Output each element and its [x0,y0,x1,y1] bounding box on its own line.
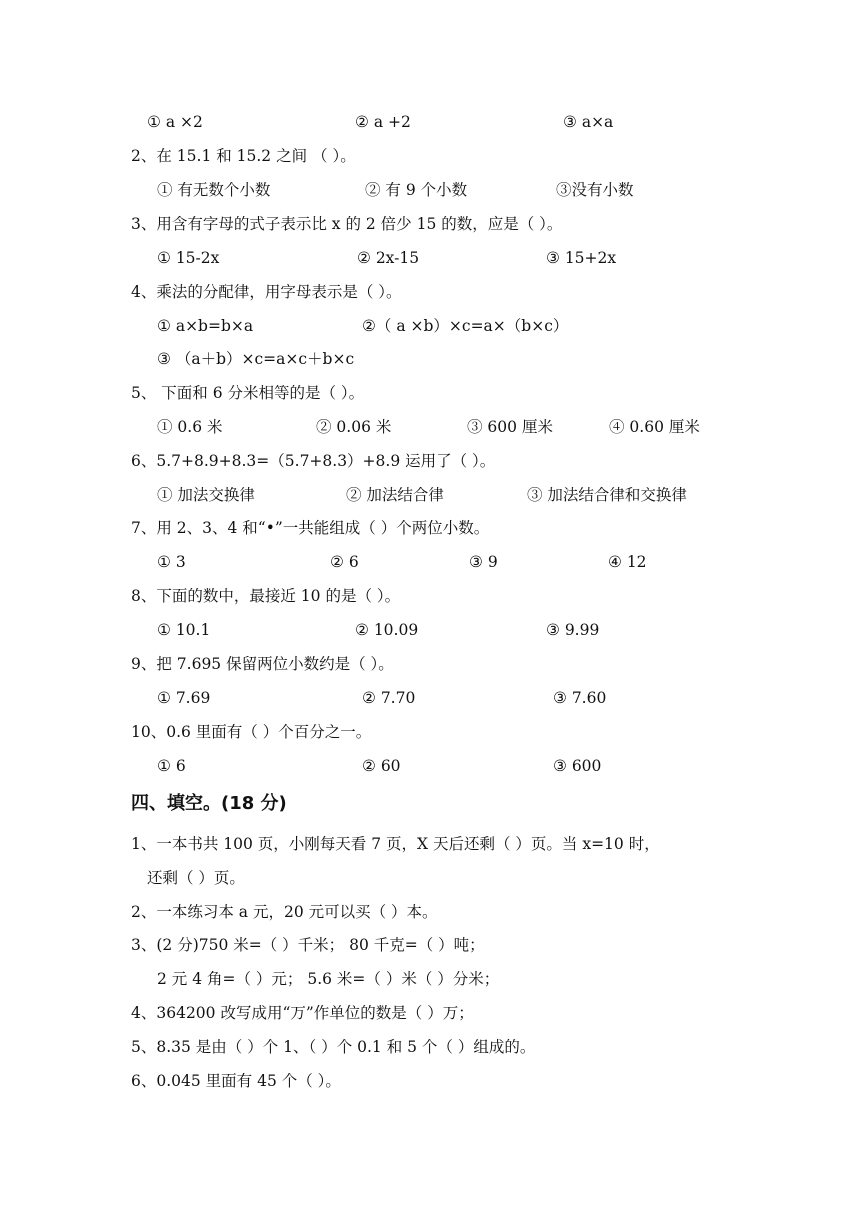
section-4-heading: 四、填空。(18 分) [131,793,287,814]
q4-option-1: ① a×b=b×a [157,317,254,335]
q7-option-4: ④ 12 [608,553,647,571]
question-6: 6、5.7+8.9+8.3=（5.7+8.3）+8.9 运用了（ ）。 [131,452,496,470]
q7-option-1: ① 3 [157,553,186,571]
q8-option-3: ③ 9.99 [546,621,600,639]
question-2: 2、在 15.1 和 15.2 之间 （ ）。 [131,147,356,165]
q6-option-3: ③ 加法结合律和交换律 [527,486,687,504]
q5-option-3: ③ 600 厘米 [467,418,553,436]
q4-option-2: ②（ a ×b）×c=a×（b×c） [362,317,569,335]
fill-5: 5、8.35 是由（ ）个 1、（ ）个 0.1 和 5 个（ ）组成的。 [131,1038,536,1056]
q3-option-3: ③ 15+2x [546,249,617,267]
fill-4: 4、364200 改写成用“万”作单位的数是（ ）万； [131,1004,474,1022]
fill-3-line-1: 3、(2 分)750 米=（ ）千米； 80 千克=（ ）吨； [131,936,485,954]
q9-option-3: ③ 7.60 [553,689,607,707]
q4-option-3: ③ （a＋b）×c=a×c＋b×c [157,350,355,368]
question-5: 5、 下面和 6 分米相等的是（ ）。 [131,384,365,402]
q2-option-3: ③没有小数 [556,181,634,199]
q1-option-1: ① a ×2 [147,113,203,131]
q8-option-1: ① 10.1 [157,621,211,639]
q5-option-4: ④ 0.60 厘米 [609,418,700,436]
fill-3-line-2: 2 元 4 角=（ ）元； 5.6 米=（ ）米（ ）分米； [157,970,500,988]
question-3: 3、用含有字母的式子表示比 x 的 2 倍少 15 的数，应是（ ）。 [131,215,563,233]
q7-option-2: ② 6 [330,553,359,571]
q3-option-2: ② 2x-15 [357,249,420,267]
question-4: 4、乘法的分配律，用字母表示是（ ）。 [131,283,402,301]
q10-option-1: ① 6 [157,757,186,775]
q1-option-2: ② a +2 [355,113,411,131]
question-7: 7、用 2、3、4 和“•”一共能组成（ ）个两位小数。 [131,519,490,537]
q2-option-1: ① 有无数个小数 [157,181,271,199]
question-10: 10、0.6 里面有（ ）个百分之一。 [131,723,372,741]
q6-option-1: ① 加法交换律 [157,486,255,504]
fill-6: 6、0.045 里面有 45 个（ ）。 [131,1072,341,1090]
q1-option-3: ③ a×a [563,113,614,131]
q6-option-2: ② 加法结合律 [346,486,444,504]
fill-2: 2、一本练习本 a 元，20 元可以买（ ）本。 [131,903,438,921]
q9-option-1: ① 7.69 [157,689,211,707]
q5-option-1: ① 0.6 米 [157,418,223,436]
q10-option-3: ③ 600 [553,757,602,775]
q8-option-2: ② 10.09 [355,621,419,639]
fill-1-line-2: 还剩（ ）页。 [147,869,245,887]
q9-option-2: ② 7.70 [362,689,416,707]
q3-option-1: ① 15-2x [157,249,220,267]
q10-option-2: ② 60 [362,757,401,775]
question-9: 9、把 7.695 保留两位小数约是（ ）。 [131,655,394,673]
q2-option-2: ② 有 9 个小数 [365,181,468,199]
fill-1-line-1: 1、一本书共 100 页，小刚每天看 7 页，X 天后还剩（ ）页。当 x=10 时， [131,835,660,853]
q7-option-3: ③ 9 [469,553,498,571]
q5-option-2: ② 0.06 米 [316,418,392,436]
question-8: 8、下面的数中，最接近 10 的是（ ）。 [131,587,401,605]
